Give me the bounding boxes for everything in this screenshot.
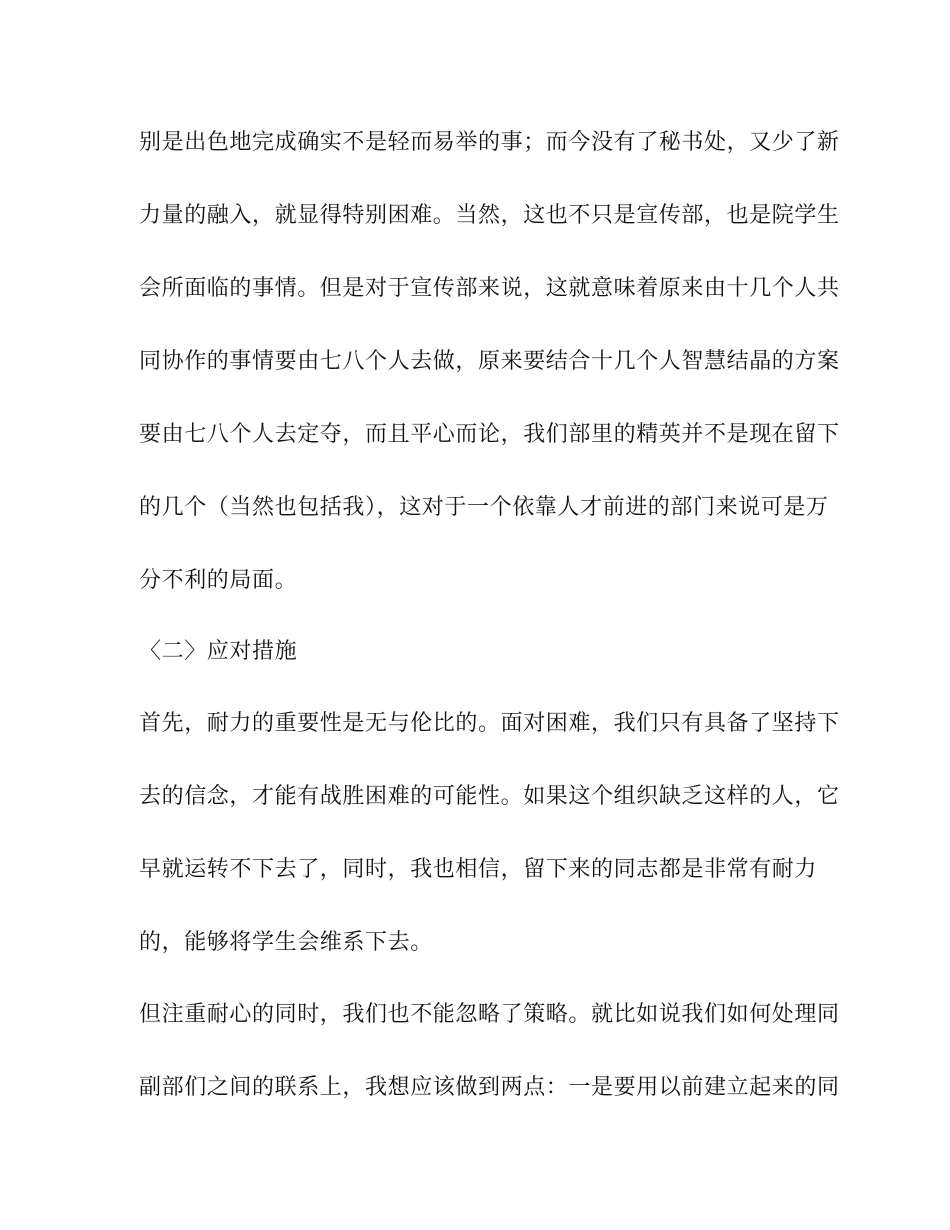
text-line: 的，能够将学生会维系下去。 <box>139 930 433 955</box>
section-heading: 〈二〉应对措施 <box>139 639 298 664</box>
text-line: 但注重耐心的同时，我们也不能忽略了策略。就比如说我们如何处理同 <box>139 1002 840 1027</box>
text-line: 会所面临的事情。但是对于宣传部来说，这就意味着原来由十几个人共 <box>139 276 840 301</box>
text-line: 去的信念，才能有战胜困难的可能性。如果这个组织缺乏这样的人，它 <box>139 784 840 809</box>
text-line: 力量的融入，就显得特别困难。当然，这也不只是宣传部，也是院学生 <box>139 203 840 228</box>
text-line: 首先，耐力的重要性是无与伦比的。面对困难，我们只有具备了坚持下 <box>139 711 840 736</box>
text-line: 要由七八个人去定夺，而且平心而论，我们部里的精英并不是现在留下 <box>139 422 840 447</box>
text-line: 副部们之间的联系上，我想应该做到两点：一是要用以前建立起来的同 <box>139 1075 840 1100</box>
text-line: 分不利的局面。 <box>139 568 298 593</box>
text-line: 同协作的事情要由七八个人去做，原来要结合十几个人智慧结晶的方案 <box>139 349 840 374</box>
text-line: 早就运转不下去了，同时，我也相信，留下来的同志都是非常有耐力 <box>139 857 818 882</box>
text-line: 的几个（当然也包括我），这对于一个依靠人才前进的部门来说可是万 <box>139 495 829 520</box>
text-line: 别是出色地完成确实不是轻而易举的事；而今没有了秘书处，又少了新 <box>139 130 840 155</box>
